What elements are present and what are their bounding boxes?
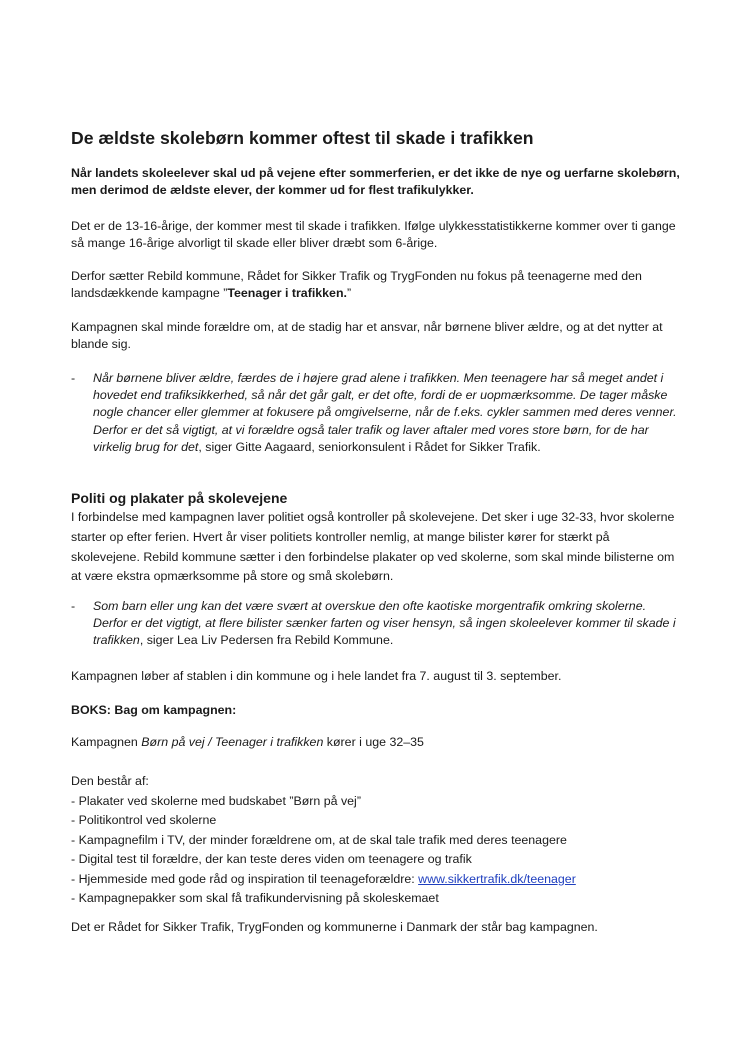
paragraph-campaign-text: Derfor sætter Rebild kommune, Rådet for Sikker Trafik og TrygFonden nu fokus på teenagerne med den landsdækkende kampagne ”: [71, 269, 642, 301]
quote-text: Når børnene bliver ældre, færdes de i højere grad alene i trafikken. Men teenagere har så meget andet i hovedet end trafiksikkerhed, så når det går galt, er det ofte, fordi de er uopmærksomme. De tager måske nogle chancer eller glemmer at fokusere på omgivelserne, når de f.eks. cykler sammen med deres venner. Derfor er det så vigtigt, at vi forældre også taler trafik og laver aftaler med vores store børn, for de har virkelig brug for det: [93, 371, 677, 454]
list-item: [71, 870, 681, 890]
article-lead: Når landets skoleelever skal ud på vejene efter sommerferien, er det ikke de nye og uerfarne skolebørn, men derimod de ældste elever, der kommer ud for flest trafikulykker.: [71, 166, 680, 198]
box-campaign-weeks-text: kører i uge 32–35: [323, 735, 424, 749]
article-title: De ældste skolebørn kommer oftest til skade i trafikken: [71, 128, 534, 148]
campaign-name: Teenager i trafikken.: [227, 286, 347, 301]
sikkertrafik-link[interactable]: www.sikkertrafik.dk/teenager: [418, 871, 576, 886]
box-heading: BOKS: Bag om kampagnen:: [71, 703, 237, 717]
list-item-text: - Hjemmeside med gode råd og inspiration til teenageforældre:: [71, 871, 419, 886]
box-intro: Den består af:: [71, 774, 149, 788]
closing-paragraph: Det er Rådet for Sikker Trafik, TrygFonden og kommunerne i Danmark der står bag kampagnen.: [71, 920, 598, 934]
box-campaign-weeks: [71, 734, 681, 751]
list-item: - Digital test til forældre, der kan teste deres viden om teenagere og trafik: [71, 852, 472, 866]
quote-dash: -: [71, 599, 76, 613]
paragraph-parents: Kampagnen skal minde forældre om, at de stadig har et ansvar, når børnene bliver ældre, og at det nytter at blande sig.: [71, 320, 663, 352]
quote-dash: -: [71, 371, 76, 385]
paragraph-campaign-close: ”: [346, 286, 352, 301]
paragraph-police: I forbindelse med kampagnen laver politiet også kontroller på skolevejene. Det sker i uge 32-33, hvor skolerne starter op efter ferien. Hvert år viser politiets kontroller nemlig, at mange bilister kører for stærkt på skolevejene. Rebild kommune sætter i den forbindelse plakater op ved skolerne, som skal minde bilisterne om at være ekstra opmærksomme på store og små skolebørn.: [71, 510, 675, 584]
quote-attribution: , siger Lea Liv Pedersen fra Rebild Kommune.: [139, 633, 394, 648]
quote-attribution: , siger Gitte Aagaard, seniorkonsulent i Rådet for Sikker Trafik.: [198, 439, 541, 454]
paragraph-dates: Kampagnen løber af stablen i din kommune og i hele landet fra 7. august til 3. september.: [71, 669, 562, 683]
box-campaign-title: Børn på vej / Teenager i trafikken: [141, 735, 324, 749]
quote-text: Som barn eller ung kan det være svært at overskue den ofte kaotiske morgentrafik omkring skolerne. Derfor er det vigtigt, at flere bilister sænker farten og viser hensyn, så ingen skoleelever kommer til skade i trafikken: [93, 599, 676, 648]
quote-lea-liv-pedersen: [71, 598, 683, 650]
section-heading: Politi og plakater på skolevejene: [71, 490, 288, 506]
paragraph-campaign: [71, 268, 681, 302]
list-item: - Politikontrol ved skolerne: [71, 813, 217, 827]
list-item: - Kampagnepakker som skal få trafikundervisning på skoleskemaet: [71, 891, 439, 905]
box-list: [71, 792, 681, 909]
list-item: - Plakater ved skolerne med budskabet ”Børn på vej”: [71, 793, 361, 808]
quote-gitte-aagaard: [71, 370, 683, 456]
list-item: - Kampagnefilm i TV, der minder forældrene om, at de skal tale trafik med deres teenagere: [71, 832, 567, 847]
box-campaign-text: Kampagnen: [71, 735, 142, 749]
paragraph-statistics: Det er de 13-16-årige, der kommer mest til skade i trafikken. Ifølge ulykkesstatistikkerne kommer over ti gange så mange 16-årige alvorligt til skade eller bliver dræbt som 6-årige.: [71, 219, 676, 251]
